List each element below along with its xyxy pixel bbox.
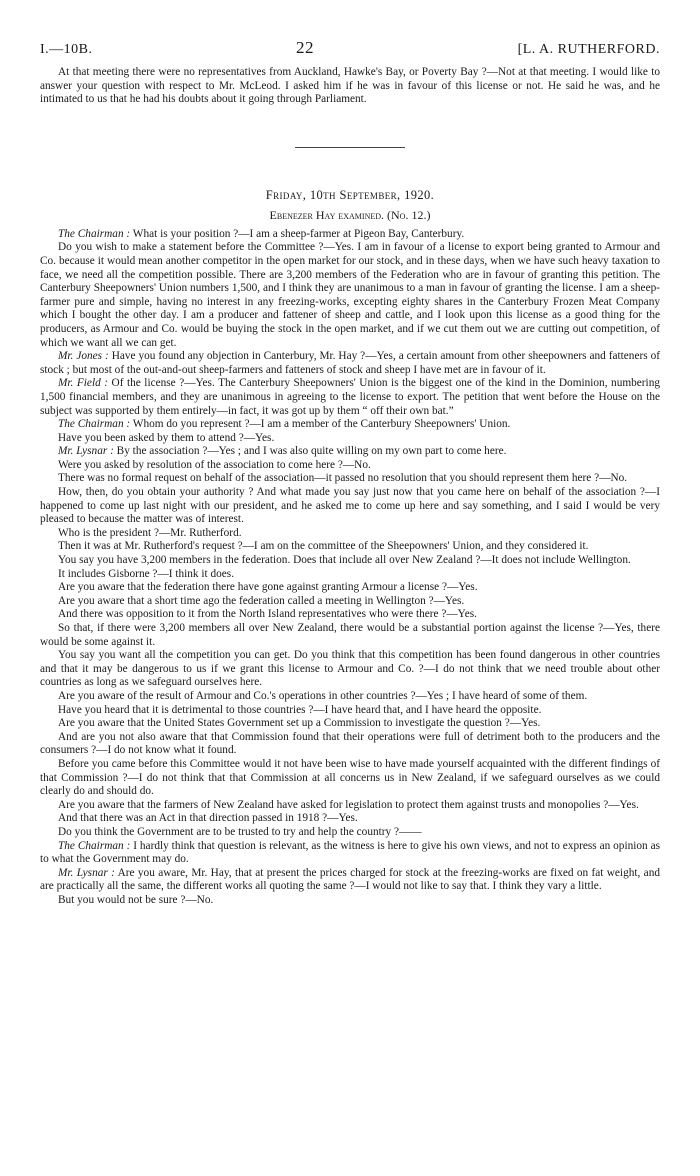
paper-reference: I.—10B. <box>40 42 93 57</box>
paragraph-text: How, then, do you obtain your authority ? And what made you say just now that you came here on behalf of the association ?—I happened to come up last night with our president, and he asked me to come up here and say something, and I said I would be very pleased to because the matter was of interest. <box>40 486 660 526</box>
paragraph-text: You say you have 3,200 members in the federation. Does that include all over New Zealand ?—It does not include Wellington. <box>58 554 631 567</box>
testimony-paragraph <box>40 758 660 799</box>
paragraph-text: What is your position ?—I am a sheep-farmer at Pigeon Bay, Canterbury. <box>130 227 465 240</box>
testimony-paragraph <box>40 432 660 446</box>
testimony-paragraph <box>40 608 660 622</box>
testimony-paragraph <box>40 812 660 826</box>
paragraph-text: Whom do you represent ?—I am a member of the Canterbury Sheepowners' Union. <box>130 418 511 431</box>
testimony-paragraph <box>40 894 660 908</box>
testimony-paragraph <box>40 704 660 718</box>
paragraph-text: There was no formal request on behalf of the association—it passed no resolution that you should represent them here ?—No. <box>58 472 628 485</box>
testimony-paragraph <box>40 649 660 690</box>
paragraph-text: Are you aware that a short time ago the federation called a meeting in Wellington ?—Yes. <box>58 594 465 607</box>
testimony-paragraph <box>40 622 660 649</box>
paragraph-text: You say you want all the competition you can get. Do you think that this competition has been found dangerous in other countries and that it may be dangerous to us if we grant this license to Armour and Co. ?—I do not think that we need trouble about other countries as long as we safeguard ourselves here. <box>40 649 660 689</box>
speaker-label: Mr. Lysnar : <box>58 866 115 879</box>
testimony-paragraph <box>40 472 660 486</box>
speaker-label: The Chairman : <box>58 227 131 240</box>
testimony-paragraph <box>40 581 660 595</box>
paragraph-text: I hardly think that question is relevant, as the witness is here to give his own views, and not to express an opinion as to what the Government may do. <box>40 839 660 866</box>
testimony-paragraph <box>40 867 660 894</box>
paragraph-text: Before you came before this Committee would it not have been wise to have made yourself acquainted with the different findings of that Commission ?—I do not think that that Commission at all concerns us in New Zealand, if we safeguard ourselves as we could clearly do and should do. <box>40 757 660 798</box>
paragraph-text: Were you asked by resolution of the association to come here ?—No. <box>58 458 371 471</box>
testimony-body <box>40 228 660 908</box>
testimony-paragraph <box>40 554 660 568</box>
testimony-paragraph <box>40 445 660 459</box>
paragraph-text: Are you aware that the United States Government set up a Commission to investigate the question ?—Yes. <box>58 717 541 730</box>
session-date: Friday, 10th September, 1920. <box>265 187 435 202</box>
paragraph-text: Are you aware that the farmers of New Zealand have asked for legislation to protect them against trusts and monopolies ?—Yes. <box>58 798 639 811</box>
testimony-paragraph <box>40 350 660 377</box>
paragraph-text: And that there was an Act in that direction passed in 1918 ?—Yes. <box>58 812 358 825</box>
testimony-paragraph <box>40 799 660 813</box>
intro-paragraph: At that meeting there were no representatives from Auckland, Hawke's Bay, or Poverty Bay ?—Not at that meeting. I would like to answer your question with respect to Mr. McLeod. I asked him if he was in favour of this license or not. He said he was, and he intimated to us that he had his doubts about it going through Parliament. <box>40 66 660 106</box>
paragraph-text: So that, if there were 3,200 members all over New Zealand, there would be a substantial portion against the license ?—Yes, there would be some against it. <box>40 622 660 648</box>
testimony-paragraph <box>40 731 660 758</box>
testimony-paragraph <box>40 486 660 527</box>
paragraph-text: But you would not be sure ?—No. <box>58 893 214 906</box>
testimony-paragraph <box>40 228 660 242</box>
page-number: 22 <box>296 38 315 57</box>
page-header <box>40 38 660 58</box>
testimony-paragraph <box>40 527 660 541</box>
paragraph-text: And there was opposition to it from the North Island representatives who were there ?—Yes. <box>58 608 477 621</box>
testimony-paragraph <box>40 241 660 350</box>
testimony-paragraph <box>40 418 660 432</box>
testimony-paragraph <box>40 690 660 704</box>
section-divider <box>295 147 405 148</box>
paragraph-text: And are you not also aware that that Commission found that their operations were full of detriment both to the producers and the consumers ?—I do not know what it found. <box>40 730 660 757</box>
paragraph-text: Do you think the Government are to be trusted to try and help the country ?—— <box>58 825 422 838</box>
speaker-label: Mr. Jones : <box>58 350 109 363</box>
speaker-label: The Chairman : <box>58 418 131 431</box>
testimony-paragraph <box>40 377 660 418</box>
paragraph-text: Have you been asked by them to attend ?—Yes. <box>58 431 275 444</box>
paragraph-text: Who is the president ?—Mr. Rutherford. <box>58 526 242 539</box>
paragraph-text: Have you heard that it is detrimental to those countries ?—I have heard that, and I have heard the opposite. <box>58 703 542 716</box>
paragraph-text: It includes Gisborne ?—I think it does. <box>58 567 235 580</box>
witness-running-head: [L. A. RUTHERFORD. <box>517 42 660 57</box>
paragraph-text: Have you found any objection in Canterbury, Mr. Hay ?—Yes, a certain amount from other sheepowners and fatteners of stock ; but most of the out-and-out sheep-farmers and fatteners of stock and sheep I have met are in favour of it. <box>40 350 660 376</box>
testimony-paragraph <box>40 826 660 840</box>
paragraph-text: Are you aware that the federation there have gone against granting Armour a license ?—Yes. <box>58 581 478 594</box>
paragraph-text: By the association ?—Yes ; and I was also quite willing on my own part to come here. <box>113 445 507 458</box>
witness-heading: Ebenezer Hay examined. (No. 12.) <box>269 207 431 222</box>
testimony-paragraph <box>40 840 660 867</box>
paragraph-text: Of the license ?—Yes. The Canterbury Sheepowners' Union is the biggest one of the kind in the Dominion, numbering 1,500 financial members, and they are unanimous in agreeing to the license to export. The petition that went before the House on the subject was supported by them entirely—in fact, it was got up by them “ off their own bat.” <box>40 377 660 417</box>
testimony-paragraph <box>40 595 660 609</box>
testimony-paragraph <box>40 540 660 554</box>
paragraph-text: Are you aware, Mr. Hay, that at present the prices charged for stock at the freezing-works are fixed on fat weight, and are practically all the same, the different works all quoting the same ?—I would not like to say that. I think they vary a little. <box>40 866 660 893</box>
paragraph-text: Are you aware of the result of Armour and Co.'s operations in other countries ?—Yes ; I have heard of some of them. <box>58 689 588 702</box>
paragraph-text: Then it was at Mr. Rutherford's request ?—I am on the committee of the Sheepowners' Union, and they considered it. <box>58 540 589 553</box>
speaker-label: Mr. Field : <box>58 377 109 390</box>
testimony-paragraph <box>40 717 660 731</box>
paragraph-text: Do you wish to make a statement before the Committee ?—Yes. I am in favour of a license to export being granted to Armour and Co. because it would mean another competitor in the open market for our stock, and in these days, when we have such heavy taxation to face, we need all the competition possible. There are 3,200 members of the Federation who are in favour of granting this petition. The Canterbury Sheepowners' Union numbers 1,500, and I think they are unanimous to a man in favour of granting the license. I am a sheep-farmer pure and simple, having no interest in any freezing-works, excepting eighty shares in the Canterbury Frozen Meat Company which I bought the other day. I am a producer and fattener of sheep and cattle, and I look upon this license as a good thing for the producers, as Armour and Co. would be buying the stock in the open market, and if we cut them out we are cutting out competition, of which we want all we can get. <box>40 241 660 349</box>
speaker-label: Mr. Lysnar : <box>58 445 114 458</box>
speaker-label: The Chairman : <box>58 839 131 852</box>
testimony-paragraph <box>40 459 660 473</box>
testimony-paragraph <box>40 568 660 582</box>
